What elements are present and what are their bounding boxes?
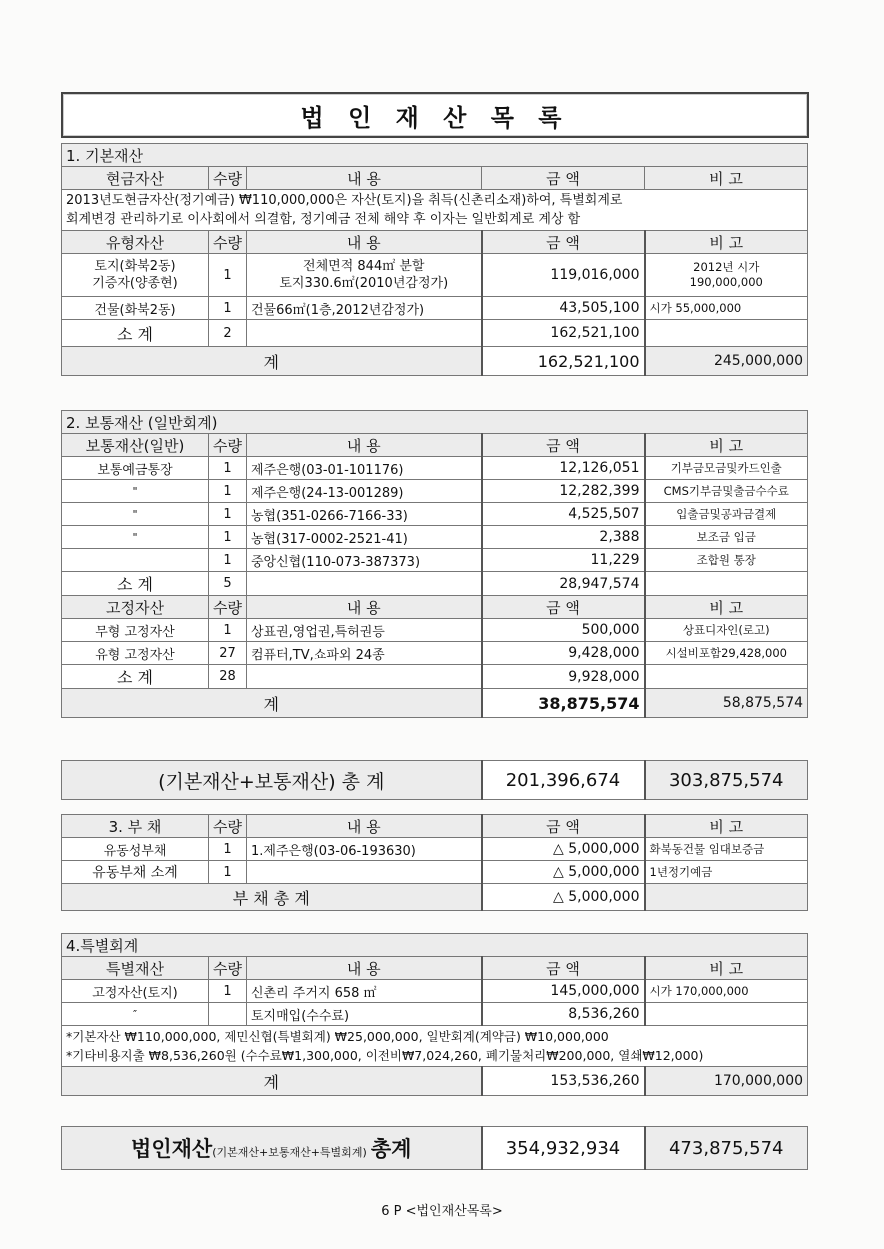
basic-assets-table bbox=[61, 143, 808, 376]
asset-name: 유형 고정자산 bbox=[62, 642, 209, 665]
corporate-total-paren: (기본재산+보통재산+특별회계) bbox=[212, 1146, 367, 1159]
asset-note: 2012년 시가 bbox=[693, 260, 760, 274]
total-amount: 162,521,100 bbox=[482, 347, 645, 376]
liabilities-table bbox=[61, 814, 808, 911]
total-row bbox=[62, 347, 808, 376]
special-note-row bbox=[62, 1026, 808, 1067]
asset-name: 고정자산(토지) bbox=[62, 980, 209, 1003]
cash-header: 현금자산 bbox=[62, 167, 209, 190]
subtotal-label: 소 계 bbox=[62, 665, 209, 689]
special-note-line1: *기본자산 ₩110,000,000, 제민신협(특별회계) ₩25,000,000, 일반회계(계약금) ₩10,000,000 bbox=[66, 1029, 609, 1044]
content-header: 내 용 bbox=[247, 231, 482, 254]
asset-note bbox=[645, 1003, 808, 1026]
corporate-total-amount: 354,932,934 bbox=[482, 1127, 645, 1170]
table-row bbox=[62, 838, 808, 861]
ordinary-assets-table bbox=[61, 410, 808, 718]
corporate-total-label: 법인재산 bbox=[131, 1137, 213, 1161]
asset-note: 시가 55,000,000 bbox=[645, 297, 808, 320]
asset-name: 보통예금통장 bbox=[62, 457, 209, 480]
asset-qty: 1 bbox=[209, 457, 247, 480]
table-row bbox=[62, 642, 808, 665]
asset-name: " bbox=[62, 480, 209, 503]
asset-content: 컴퓨터,TV,쇼파외 24종 bbox=[247, 642, 482, 665]
asset-qty: 1 bbox=[209, 503, 247, 526]
asset-donor: 기증자(양종현) bbox=[92, 276, 178, 291]
asset-note: 상표디자인(로고) bbox=[645, 619, 808, 642]
asset-qty: 1 bbox=[209, 254, 247, 297]
asset-content: 전체면적 844㎡ 분할 bbox=[303, 259, 425, 274]
corporate-total-row bbox=[62, 1127, 808, 1170]
subtotal-qty: 1 bbox=[209, 861, 247, 884]
liability-note: 화북동건물 임대보증금 bbox=[645, 838, 808, 861]
asset-qty: 1 bbox=[209, 619, 247, 642]
corporate-total-suffix: 총계 bbox=[370, 1137, 412, 1161]
asset-name bbox=[62, 549, 209, 572]
asset-content: 농협(351-0266-7166-33) bbox=[247, 503, 482, 526]
header-row bbox=[62, 815, 808, 838]
grand-total-note: 303,875,574 bbox=[645, 761, 808, 800]
table-row bbox=[62, 549, 808, 572]
asset-amount: 2,388 bbox=[482, 526, 645, 549]
liability-content: 1.제주은행(03-06-193630) bbox=[247, 838, 482, 861]
asset-note: 입출금및공과금결제 bbox=[645, 503, 808, 526]
asset-content: 제주은행(24-13-001289) bbox=[247, 480, 482, 503]
section-title-row bbox=[62, 934, 808, 957]
page-footer: 6 P <법인재산목록> bbox=[381, 1204, 503, 1219]
asset-name: ″ bbox=[62, 1003, 209, 1026]
subtotal-row bbox=[62, 665, 808, 689]
asset-amount: 11,229 bbox=[482, 549, 645, 572]
asset-note: CMS기부금및출금수수료 bbox=[645, 480, 808, 503]
qty-header: 수량 bbox=[209, 434, 247, 457]
table-row bbox=[62, 297, 808, 320]
total-label: 계 bbox=[62, 1067, 482, 1096]
qty-header: 수량 bbox=[209, 596, 247, 619]
cash-note-line2: 회계변경 관리하기로 이사회에서 의결함, 정기예금 전체 해약 후 이자는 일반회계로 계상 함 bbox=[66, 212, 581, 227]
asset-name: 건물(화북2동) bbox=[62, 297, 209, 320]
total-row bbox=[62, 1067, 808, 1096]
asset-qty: 27 bbox=[209, 642, 247, 665]
table-row bbox=[62, 980, 808, 1003]
table-row bbox=[62, 254, 808, 297]
table-row bbox=[62, 457, 808, 480]
asset-amount: 12,282,399 bbox=[482, 480, 645, 503]
note-header: 비 고 bbox=[645, 596, 808, 619]
liability-name: 유동성부채 bbox=[62, 838, 209, 861]
ordinary-header: 보통재산(일반) bbox=[62, 434, 209, 457]
asset-qty: 1 bbox=[209, 980, 247, 1003]
total-label: 계 bbox=[62, 689, 482, 718]
note-header: 비 고 bbox=[645, 231, 808, 254]
content-header: 내 용 bbox=[247, 596, 482, 619]
subtotal-qty: 28 bbox=[209, 665, 247, 689]
subtotal-row bbox=[62, 861, 808, 884]
asset-note: 기부금모금및카드인출 bbox=[645, 457, 808, 480]
asset-qty: 1 bbox=[209, 526, 247, 549]
grand-total-table bbox=[61, 760, 808, 800]
total-amount: △ 5,000,000 bbox=[482, 884, 645, 911]
asset-amount: 145,000,000 bbox=[482, 980, 645, 1003]
amount-header: 금 액 bbox=[482, 957, 645, 980]
asset-note: 보조금 입금 bbox=[645, 526, 808, 549]
liability-amount: △ 5,000,000 bbox=[482, 838, 645, 861]
asset-content: 제주은행(03-01-101176) bbox=[247, 457, 482, 480]
grand-total-label: (기본재산+보통재산) 총 계 bbox=[62, 761, 482, 800]
page-title: 법 인 재 산 목 록 bbox=[61, 92, 809, 138]
asset-amount: 8,536,260 bbox=[482, 1003, 645, 1026]
amount-header: 금 액 bbox=[482, 167, 645, 190]
total-amount: 153,536,260 bbox=[482, 1067, 645, 1096]
asset-note: 조합원 통장 bbox=[645, 549, 808, 572]
subtotal-amount: 28,947,574 bbox=[482, 572, 645, 596]
subtotal-qty: 5 bbox=[209, 572, 247, 596]
asset-note: 시가 170,000,000 bbox=[645, 980, 808, 1003]
fixed-header: 고정자산 bbox=[62, 596, 209, 619]
note-header: 비 고 bbox=[645, 815, 808, 838]
asset-amount: 119,016,000 bbox=[482, 254, 645, 297]
asset-amount: 43,505,100 bbox=[482, 297, 645, 320]
asset-note-value: 190,000,000 bbox=[689, 275, 763, 289]
table-row bbox=[62, 619, 808, 642]
asset-content: 중앙신협(110-073-387373) bbox=[247, 549, 482, 572]
asset-amount: 9,428,000 bbox=[482, 642, 645, 665]
total-row bbox=[62, 884, 808, 911]
asset-qty: 1 bbox=[209, 480, 247, 503]
section-title: 3. 부 채 bbox=[62, 815, 209, 838]
subtotal-row bbox=[62, 572, 808, 596]
header-row bbox=[62, 167, 808, 190]
asset-content: 신촌리 주거지 658 ㎡ bbox=[247, 980, 482, 1003]
content-header: 내 용 bbox=[247, 434, 482, 457]
corporate-total-note: 473,875,574 bbox=[645, 1127, 808, 1170]
total-note: 245,000,000 bbox=[645, 347, 808, 376]
special-account-table bbox=[61, 933, 808, 1096]
table-row bbox=[62, 480, 808, 503]
total-label: 부 채 총 계 bbox=[62, 884, 482, 911]
asset-qty: 1 bbox=[209, 297, 247, 320]
amount-header: 금 액 bbox=[482, 815, 645, 838]
note-header: 비 고 bbox=[645, 167, 808, 190]
content-header: 내 용 bbox=[247, 167, 482, 190]
asset-content: 상표권,영업권,특허권등 bbox=[247, 619, 482, 642]
asset-content-detail: 토지330.6㎡(2010년감정가) bbox=[279, 276, 449, 291]
subtotal-note: 1년정기예금 bbox=[645, 861, 808, 884]
subtotal-qty: 2 bbox=[209, 320, 247, 347]
corporate-total-table bbox=[61, 1126, 808, 1170]
asset-content: 농협(317-0002-2521-41) bbox=[247, 526, 482, 549]
qty-header: 수량 bbox=[209, 815, 247, 838]
subtotal-label: 소 계 bbox=[62, 572, 209, 596]
section-title: 2. 보통재산 (일반회계) bbox=[62, 411, 808, 434]
subtotal-label: 유동부채 소계 bbox=[62, 861, 209, 884]
subtotal-row bbox=[62, 320, 808, 347]
section-title-row bbox=[62, 144, 808, 167]
section-title-row bbox=[62, 411, 808, 434]
total-note: 58,875,574 bbox=[645, 689, 808, 718]
grand-total-amount: 201,396,674 bbox=[482, 761, 645, 800]
asset-qty: 1 bbox=[209, 549, 247, 572]
subtotal-amount: △ 5,000,000 bbox=[482, 861, 645, 884]
amount-header: 금 액 bbox=[482, 434, 645, 457]
special-header: 특별재산 bbox=[62, 957, 209, 980]
header-row bbox=[62, 957, 808, 980]
amount-header: 금 액 bbox=[482, 231, 645, 254]
qty-header: 수량 bbox=[209, 231, 247, 254]
asset-name: 무형 고정자산 bbox=[62, 619, 209, 642]
table-row bbox=[62, 503, 808, 526]
liability-qty: 1 bbox=[209, 838, 247, 861]
note-header: 비 고 bbox=[645, 957, 808, 980]
asset-amount: 4,525,507 bbox=[482, 503, 645, 526]
tangible-header: 유형자산 bbox=[62, 231, 209, 254]
asset-note: 시설비포함29,428,000 bbox=[645, 642, 808, 665]
asset-name: " bbox=[62, 526, 209, 549]
note-header: 비 고 bbox=[645, 434, 808, 457]
asset-qty bbox=[209, 1003, 247, 1026]
qty-header: 수량 bbox=[209, 167, 247, 190]
table-row bbox=[62, 1003, 808, 1026]
table-row bbox=[62, 526, 808, 549]
amount-header: 금 액 bbox=[482, 596, 645, 619]
grand-total-row bbox=[62, 761, 808, 800]
subtotal-label: 소 계 bbox=[62, 320, 209, 347]
subtotal-amount: 162,521,100 bbox=[482, 320, 645, 347]
special-note-line2: *기타비용지출 ₩8,536,260원 (수수료₩1,300,000, 이전비₩7,024,260, 폐기물처리₩200,000, 열쇄₩12,000) bbox=[66, 1048, 704, 1063]
asset-name: " bbox=[62, 503, 209, 526]
header-row bbox=[62, 596, 808, 619]
total-note: 170,000,000 bbox=[645, 1067, 808, 1096]
section-title: 4.특별회계 bbox=[62, 934, 808, 957]
asset-name: 토지(화북2동) bbox=[94, 259, 176, 274]
asset-content: 건물66㎡(1층,2012년감정가) bbox=[247, 297, 482, 320]
cash-note-line1: 2013년도현금자산(정기예금) ₩110,000,000은 자산(토지)을 취득(신촌리소재)하여, 특별회계로 bbox=[66, 193, 623, 208]
asset-amount: 500,000 bbox=[482, 619, 645, 642]
asset-content: 토지매입(수수료) bbox=[247, 1003, 482, 1026]
asset-amount: 12,126,051 bbox=[482, 457, 645, 480]
content-header: 내 용 bbox=[247, 957, 482, 980]
cash-note-row bbox=[62, 190, 808, 231]
content-header: 내 용 bbox=[247, 815, 482, 838]
section-title: 1. 기본재산 bbox=[62, 144, 808, 167]
subtotal-amount: 9,928,000 bbox=[482, 665, 645, 689]
total-label: 계 bbox=[62, 347, 482, 376]
qty-header: 수량 bbox=[209, 957, 247, 980]
header-row bbox=[62, 231, 808, 254]
total-row bbox=[62, 689, 808, 718]
header-row bbox=[62, 434, 808, 457]
total-amount: 38,875,574 bbox=[482, 689, 645, 718]
